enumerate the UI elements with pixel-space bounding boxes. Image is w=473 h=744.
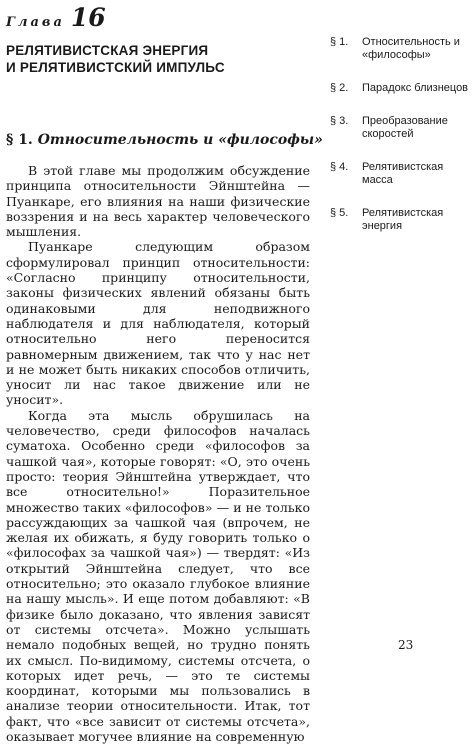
toc-item-1 [330,36,470,62]
section-title-text: Относительность и «философы» [37,132,323,148]
body-text [6,163,310,744]
toc-item-2 [330,82,470,95]
toc-item-3 [330,115,470,141]
toc-item-title: Относительность и «философы» [362,36,460,61]
chapter-contents [330,36,470,253]
page-number: 23 [398,638,414,652]
section-label: § 1. [6,132,33,148]
body-paragraph-3: Когда эта мысль обрушилась на человечество, среди философов началась суматоха. Особенно среди «философов за чашкой чая», которые говорят: «О, это очень просто: теория Эйнштейна утверждает, что все относительно!» Поразительное множество таких «философов» — и не только рассуждающих за чашкой чая (впрочем, не желая их обижать, я буду говорить только о «философах за чашкой чая») — твердят: «Из открытий Эйнштейна следует, что все относительно; это оказало глубокое влияние на нашу мысль». И еще потом добавляют: «В физике было доказано, что явления зависят от системы отсчета». Можно услышать немало подобных вещей, но трудно понять их смысл. По-видимому, системы отсчета, о которых идет речь, — это те системы координат, которыми мы пользовались в анализе теории относительности. Итак, тот факт, что «все зависит от системы отсчета», оказывает могучее влияние на современную [6,407,310,744]
toc-item-number: § 5. [330,207,349,219]
section-title [6,132,323,148]
toc-item-number: § 2. [330,82,349,94]
body-paragraph-2: Пуанкаре следующим образом сформулировал принцип относительности: «Согласно принципу относительности, законы физических явлений обязаны быть одинаковыми для неподвижного наблюдателя и для наблюдателя, который относительно него переносится равномерным движением, так что у нас нет и не может быть никаких способов отличить, уносит ли нас такое движение или не уносит». [6,239,310,408]
chapter-word: Глава [6,15,65,30]
toc-item-title: Релятивистская масса [362,161,444,186]
toc-item-title: Релятивистская энергия [362,207,444,232]
body-paragraph-1: В этой главе мы продолжим обсуждение принципа относительности Эйнштейна — Пуанкаре, его влияния на наши физические воззрения и на весь характер человеческого мышления. [6,163,310,240]
chapter-title-line-1: РЕЛЯТИВИСТСКАЯ ЭНЕРГИЯ [6,43,209,58]
toc-item-4 [330,161,470,187]
chapter-title [6,42,306,76]
toc-item-number: § 1. [330,36,349,48]
chapter-header [6,3,106,32]
chapter-number: 16 [70,3,106,32]
toc-item-title: Преобразование скоростей [362,115,448,140]
toc-item-number: § 3. [330,115,349,127]
toc-item-number: § 4. [330,161,349,173]
toc-item-title: Парадокс близнецов [362,82,469,94]
chapter-title-line-2: И РЕЛЯТИВИСТСКИЙ ИМПУЛЬС [6,60,225,75]
toc-item-5 [330,207,470,233]
